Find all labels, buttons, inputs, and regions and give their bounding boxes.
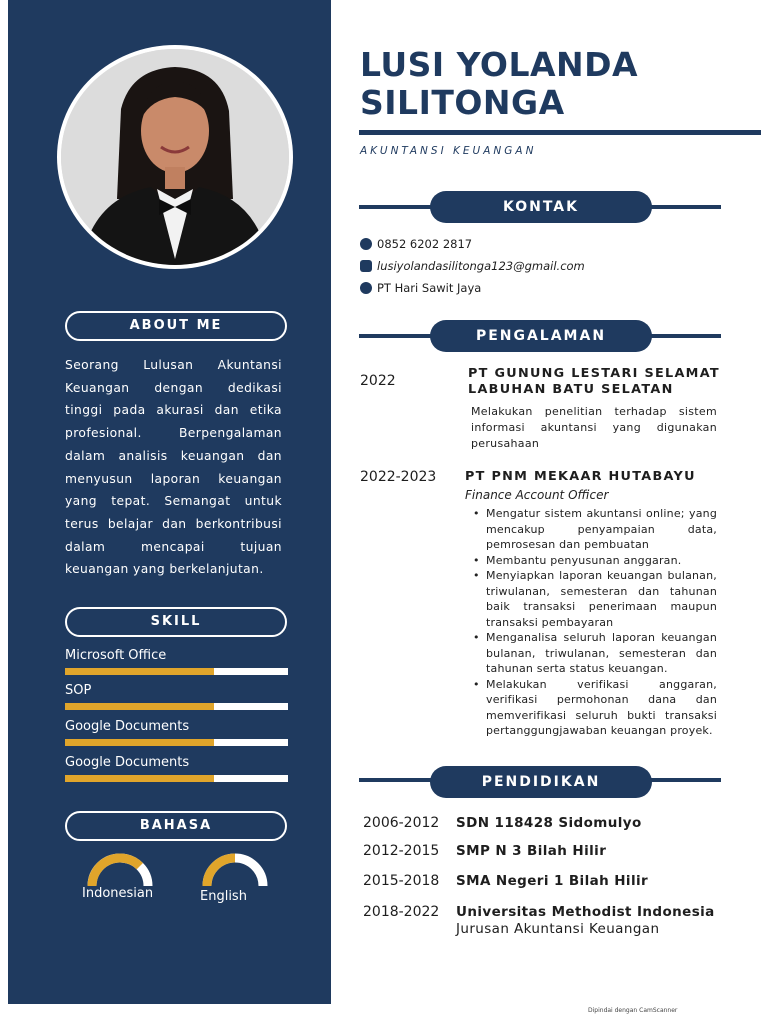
skill-item — [65, 754, 288, 782]
skill-bar — [65, 703, 288, 710]
phone-text: 0852 6202 2817 — [377, 237, 473, 251]
name-line-2: SILITONGA — [360, 83, 565, 122]
phone-icon — [360, 238, 372, 250]
skill-bar — [65, 668, 288, 675]
skill-label: Google Documents — [65, 719, 190, 734]
job-1-title-line-1: PT GUNUNG LESTARI SELAMAT — [468, 366, 720, 381]
contact-email — [360, 258, 585, 274]
about-me-heading: ABOUT ME — [65, 311, 287, 341]
portrait-illustration — [61, 49, 289, 265]
skill-item — [65, 682, 288, 710]
job-1-title-line-2: LABUHAN BATU SELATAN — [468, 382, 674, 397]
profile-photo-frame — [57, 45, 293, 269]
email-icon — [360, 260, 372, 272]
duty-item: • Menyiapkan laporan keuangan bulanan, triwulanan, semesteran dan tahunan baik transaksi penerimaan maupun transaksi pembayaran — [486, 568, 717, 630]
education-school: SDN 118428 Sidomulyo — [456, 815, 642, 831]
kontak-heading: KONTAK — [430, 191, 652, 223]
skill-bar — [65, 739, 288, 746]
email-text: lusiyolandasilitonga123@gmail.com — [377, 259, 585, 273]
job-2-duties — [471, 506, 717, 739]
job-role: AKUNTANSI KEUANGAN — [360, 145, 537, 157]
skill-label: SOP — [65, 683, 92, 698]
name-line-1: LUSI YOLANDA — [360, 45, 639, 84]
full-name — [360, 46, 638, 122]
contact-phone — [360, 236, 472, 252]
education-year: 2015-2018 — [363, 873, 440, 889]
skill-bar-fill — [65, 775, 214, 782]
job-2-position: Finance Account Officer — [465, 488, 609, 502]
profile-photo — [61, 49, 289, 265]
job-1-description: Melakukan penelitian terhadap sistem informasi akuntansi yang digunakan perusahaan — [471, 405, 717, 450]
duty-item: • Menganalisa seluruh laporan keuangan bulanan, triwulanan, semesteran dan tahunan serta status keuangan. — [486, 630, 717, 677]
skill-bar — [65, 775, 288, 782]
skill-label: Google Documents — [65, 755, 190, 770]
education-year: 2018-2022 — [363, 904, 440, 920]
skill-bar-fill — [65, 739, 214, 746]
address-text: PT Hari Sawit Jaya — [377, 281, 482, 295]
job-1-year: 2022 — [360, 373, 396, 389]
job-1-title — [468, 366, 720, 398]
skill-item — [65, 718, 288, 746]
skill-label: Microsoft Office — [65, 648, 167, 663]
skill-item — [65, 647, 288, 675]
bahasa-heading: BAHASA — [65, 811, 287, 841]
duty-item: • Melakukan verifikasi anggaran, verifikasi permohonan dana dan memverifikasi seluruh bukti transaksi pertanggungjawaban keuangan proyek. — [486, 677, 717, 739]
name-divider — [359, 130, 761, 135]
language-label: English — [200, 889, 247, 904]
about-me-text: Seorang Lulusan Akuntansi Keuangan dengan dedikasi tinggi pada akurasi dan etika profesional. Berpengalaman dalam analisis keuangan dan menyusun laporan keuangan yang tepat. Semangat untuk terus belajar dan berkontribusi dalam mencapai tujuan keuangan yang berkelanjutan. — [65, 358, 282, 577]
language-label: Indonesian — [82, 886, 154, 901]
skill-bar-fill — [65, 668, 214, 675]
duty-item: • Membantu penyusunan anggaran. — [486, 553, 717, 569]
education-year: 2012-2015 — [363, 843, 440, 859]
scanner-footer: Dipindai dengan CamScanner — [588, 1007, 678, 1014]
education-year: 2006-2012 — [363, 815, 440, 831]
pendidikan-heading: PENDIDIKAN — [430, 766, 652, 798]
pengalaman-heading: PENGALAMAN — [430, 320, 652, 352]
location-icon — [360, 282, 372, 294]
language-gauge — [200, 852, 270, 892]
education-school: SMA Negeri 1 Bilah Hilir — [456, 873, 649, 889]
duty-item: • Mengatur sistem akuntansi online; yang mencakup penyampaian data, pemrosesan dan pembuatan — [486, 506, 717, 553]
education-school: SMP N 3 Bilah Hilir — [456, 843, 607, 859]
education-major: Jurusan Akuntansi Keuangan — [456, 921, 660, 937]
skill-bar-fill — [65, 703, 214, 710]
education-school: Universitas Methodist Indonesia — [456, 904, 715, 920]
job-2-title: PT PNM MEKAAR HUTABAYU — [465, 469, 696, 484]
job-2-year: 2022-2023 — [360, 469, 437, 485]
contact-address — [360, 280, 481, 296]
skill-heading: SKILL — [65, 607, 287, 637]
